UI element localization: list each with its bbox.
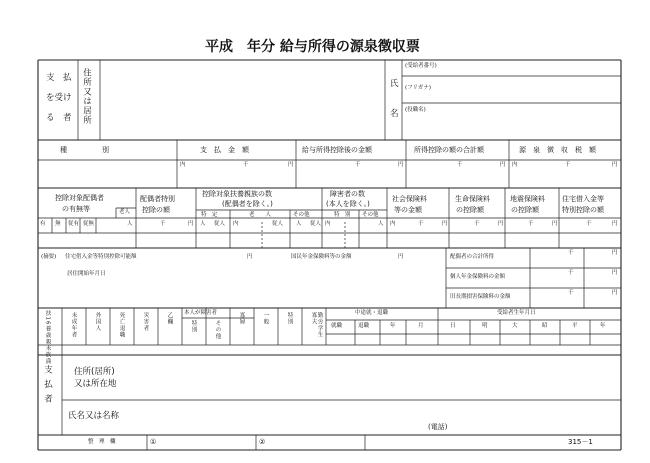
yen-unit: 円 — [612, 290, 618, 296]
widow-label: 寡婦 — [238, 312, 245, 325]
deduction-total-header: 所得控除の額の合計額 — [414, 146, 484, 154]
national-pension-label: 国民年金保険料等の金額 — [291, 254, 352, 260]
thousand-unit: 千 — [528, 221, 534, 227]
inner-mark: 内 — [512, 162, 518, 168]
disabled-header-2: (本人を除く。) — [326, 200, 370, 208]
payer-address-label-1: 住所(居所) — [74, 367, 115, 377]
sort-circle-2: ② — [259, 438, 266, 446]
other-label: その他 — [214, 320, 221, 340]
yen-unit: 円 — [612, 270, 618, 276]
old-quake-label: 旧長期損害保険料の金額 — [450, 294, 511, 300]
under16-label: 扶16養歳親未族満 — [44, 310, 51, 365]
form-code: 315－1 — [568, 438, 593, 446]
yen-unit: 円 — [398, 254, 404, 260]
death-retire-label: 死亡退職 — [118, 312, 125, 338]
life-insurance-2: の控除額 — [456, 206, 484, 214]
mid-year-label: 中途就・退職 — [355, 310, 389, 316]
inner-mark: 内 — [233, 221, 239, 227]
name-label-2: 名 — [390, 109, 399, 119]
yen-unit: 円 — [552, 221, 558, 227]
inner-mark: 内 — [390, 221, 396, 227]
heisei-label: 平 — [572, 323, 578, 329]
inner-mark: 内 — [325, 221, 331, 227]
spouse-header-1: 控除対象配偶者 — [55, 194, 104, 202]
thousand-unit: 千 — [568, 270, 574, 276]
job-title-label: (役職名) — [405, 107, 426, 113]
dependents-header-2: (配偶者を除く。) — [222, 200, 273, 208]
no-label: 無 — [55, 221, 61, 227]
thousand-unit: 千 — [243, 162, 249, 168]
specific-label: 特 定 — [201, 212, 218, 218]
yen-unit: 円 — [288, 162, 294, 168]
life-insurance-1: 生命保険料 — [455, 195, 490, 203]
showa-label: 昭 — [542, 323, 548, 329]
day-label: 日 — [450, 323, 456, 329]
social-insurance-1: 社会保険料 — [392, 195, 427, 203]
other-label-2: その他 — [362, 212, 379, 218]
thousand-unit: 千 — [474, 221, 480, 227]
b-column-label: 乙欄 — [166, 312, 173, 325]
from-person-unit: 従人 — [272, 221, 284, 227]
payer-side-label: 支払者 — [42, 365, 53, 409]
yen-unit: 円 — [612, 250, 618, 256]
special-widow-label: 特別 — [286, 312, 293, 325]
meiji-label: 明 — [482, 323, 488, 329]
from-person-unit: 従人 — [214, 221, 226, 227]
general-label: 一般 — [262, 312, 269, 325]
thousand-unit: 千 — [586, 221, 592, 227]
housing-loan-1: 住宅借入金等 — [562, 195, 604, 203]
year-label: 年 — [600, 323, 606, 329]
thousand-unit: 千 — [355, 162, 361, 168]
yes-label: 有 — [40, 221, 46, 227]
housing-possible-label: 住宅借入金等特別控除可能額 — [65, 254, 137, 260]
name-label-1: 氏 — [390, 79, 399, 89]
join-label: 就職 — [331, 323, 343, 329]
person-unit: 人 — [378, 221, 384, 227]
foreigner-label: 外国人 — [94, 312, 101, 332]
payee-label-1: 支 払 — [46, 73, 72, 83]
yen-unit: 円 — [498, 221, 504, 227]
yen-unit: 円 — [612, 162, 618, 168]
yen-unit: 円 — [500, 162, 506, 168]
thousand-unit: 千 — [418, 221, 424, 227]
disabled-header-1: 障害者の数 — [330, 190, 365, 198]
remarks-label: (摘要) — [41, 254, 57, 260]
thousand-unit: 千 — [565, 162, 571, 168]
payee-label-3: る 者 — [46, 113, 72, 123]
recipient-birth-label: 受給者生年月日 — [497, 310, 536, 316]
yen-unit: 円 — [188, 221, 194, 227]
furigana-label: (フリガナ) — [405, 85, 432, 91]
start-date-label: 居住開始年月日 — [67, 271, 106, 277]
thousand-unit: 千 — [568, 250, 574, 256]
minor-label: 未成年者 — [70, 312, 77, 338]
private-pension-label: 個人年金保険料の金額 — [450, 274, 506, 280]
dep-no-label: 従無 — [83, 221, 95, 227]
address-label: 住所又は居所 — [81, 68, 92, 125]
spouse-income-label: 配偶者の合計所得 — [450, 254, 495, 260]
social-insurance-2: 等の金額 — [394, 206, 422, 214]
yen-unit: 円 — [442, 221, 448, 227]
after-deduction-header: 給与所得控除後の金額 — [302, 146, 372, 154]
year-label: 年 — [390, 323, 396, 329]
person-unit: 人 — [127, 221, 133, 227]
dep-yes-label: 従有 — [68, 221, 80, 227]
elderly-label: 老 人 — [249, 212, 272, 218]
form-title: 平成 年分 給与所得の源泉徴収票 — [205, 39, 420, 55]
dependents-header-1: 控除対象扶養親族の数 — [202, 190, 272, 198]
disaster-label: 災害者 — [142, 312, 149, 332]
self-disabled-label: 本人が障害者 — [184, 310, 218, 316]
taisho-label: 大 — [512, 323, 518, 329]
special-label: 特別 — [190, 320, 197, 333]
other-label: その他 — [293, 212, 310, 218]
working-student-label: 勤労学生 — [316, 312, 323, 338]
thousand-unit: 千 — [568, 290, 574, 296]
special-label: 特 別 — [334, 212, 351, 218]
withholding-header: 源 泉 徴 収 税 額 — [519, 146, 596, 154]
yen-unit: 円 — [398, 162, 404, 168]
type-header: 種 別 — [60, 146, 109, 154]
payer-name-label: 氏名又は名称 — [68, 411, 120, 421]
inner-mark: 内 — [180, 162, 186, 168]
quake-insurance-2: の控除額 — [511, 206, 539, 214]
month-label: 月 — [418, 323, 424, 329]
thousand-unit: 千 — [160, 221, 166, 227]
yen-unit: 円 — [612, 221, 618, 227]
phone-label: (電話) — [428, 423, 448, 431]
leave-label: 退職 — [358, 323, 370, 329]
from-person-unit: 従人 — [310, 221, 322, 227]
sort-circle-1: ① — [150, 438, 157, 446]
person-unit: 人 — [200, 221, 206, 227]
payee-label-2: を受け — [46, 93, 72, 103]
payer-address-label-2: 又は所在地 — [74, 379, 117, 389]
thousand-unit: 千 — [457, 162, 463, 168]
old-person-label: 老人 — [119, 209, 131, 215]
spouse-special-2: 控除の額 — [142, 206, 170, 214]
quake-insurance-1: 地震保険料 — [510, 195, 545, 203]
widower-label: 寡夫 — [310, 312, 317, 325]
housing-loan-2: 特別控除の額 — [562, 206, 604, 214]
sort-column-label: 整 理 欄 — [88, 439, 116, 445]
person-unit: 人 — [296, 221, 302, 227]
payment-header: 支 払 金 額 — [200, 146, 249, 154]
spouse-header-2: の有無等 — [62, 205, 90, 213]
yen-unit: 円 — [247, 254, 253, 260]
spouse-special-1: 配偶者特別 — [140, 195, 175, 203]
recipient-number-label: (受給者番号) — [405, 63, 437, 69]
